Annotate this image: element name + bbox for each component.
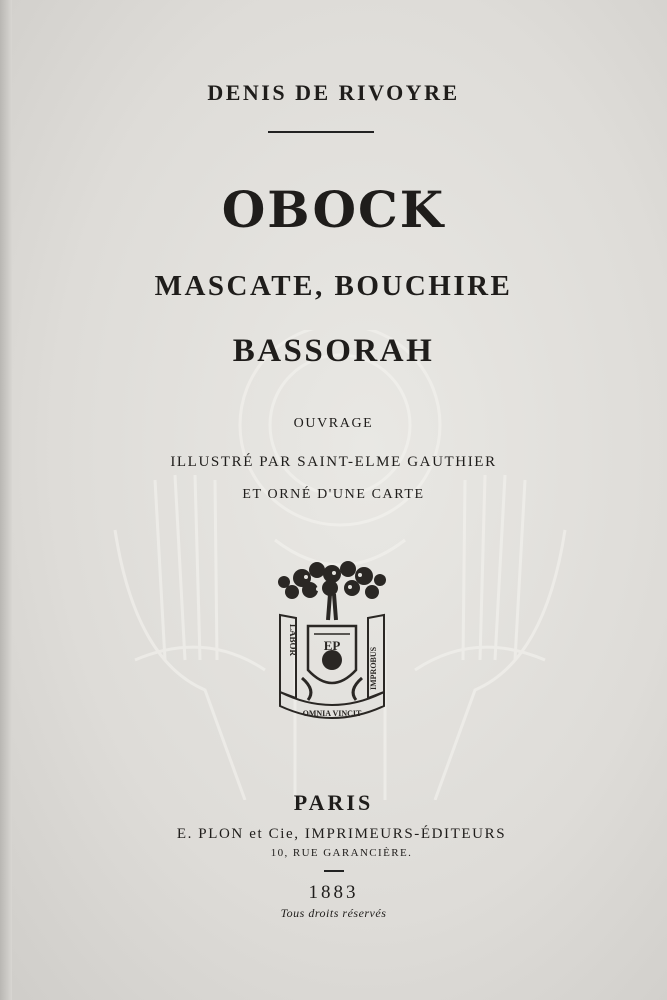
work-type: OUVRAGE: [293, 416, 374, 431]
title-rule: [268, 131, 374, 133]
emblem-monogram: EP: [323, 638, 341, 653]
map-credit: ET ORNÉ D'UNE CARTE: [242, 487, 425, 502]
emblem-motto-right: IMPROBUS: [369, 646, 378, 690]
rights-notice: Tous droits réservés: [280, 906, 387, 920]
book-subtitle-line1: MASCATE, BOUCHIRE: [154, 270, 513, 302]
publisher-emblem-icon: [272, 560, 392, 730]
emblem-motto-left: LABOR: [288, 624, 298, 657]
publication-city: PARIS: [293, 790, 374, 815]
publication-year: 1883: [308, 882, 359, 903]
book-title: OBOCK: [221, 180, 446, 239]
publisher-address: 10, RUE GARANCIÈRE.: [270, 847, 413, 859]
book-subtitle-line2: BASSORAH: [232, 333, 435, 369]
author-name: DENIS DE RIVOYRE: [207, 80, 460, 105]
publisher-name: E. PLON et Cie, IMPRIMEURS-ÉDITEURS: [176, 826, 507, 842]
illustrator-credit: ILLUSTRÉ PAR SAINT-ELME GAUTHIER: [170, 454, 497, 470]
emblem-motto-bottom: OMNIA VINCIT: [302, 709, 362, 718]
year-rule: [324, 870, 344, 872]
